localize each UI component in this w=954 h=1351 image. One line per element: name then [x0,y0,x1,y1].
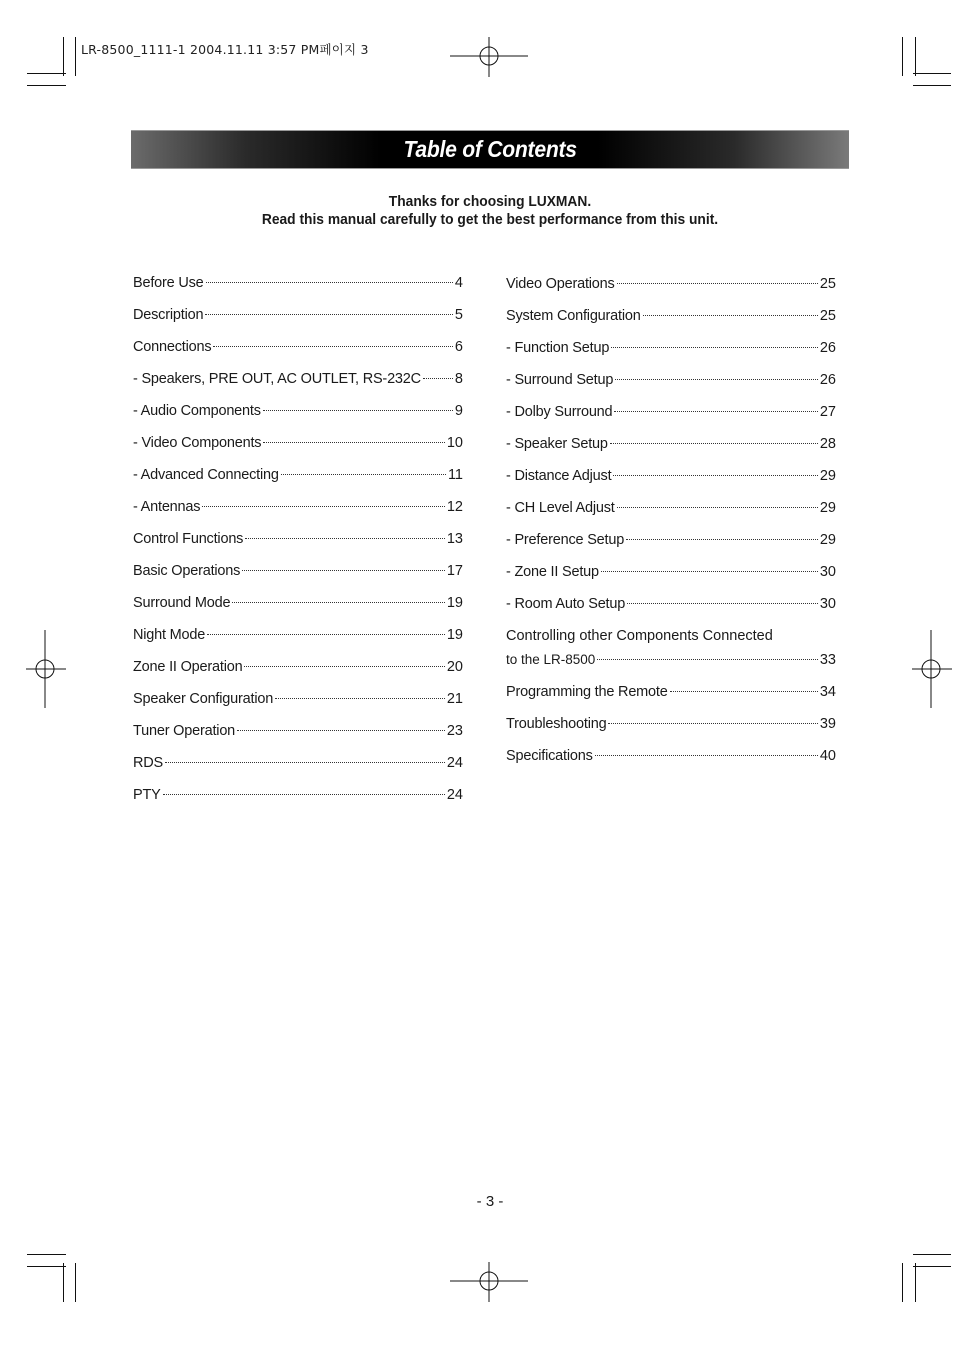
dot-leader [597,659,818,660]
toc-entry-label: - Advanced Connecting [133,467,279,483]
toc-entry[interactable] [506,714,836,746]
toc-entry-page: 28 [819,436,836,452]
toc-entry[interactable] [133,433,463,465]
dot-leader [263,410,453,411]
dot-leader [601,571,818,572]
toc-entry-page: 11 [447,467,463,483]
dot-leader [244,666,444,667]
toc-entry-page: 6 [454,339,463,355]
toc-entry[interactable] [133,529,463,561]
dot-leader [281,474,446,475]
toc-entry[interactable] [506,370,836,402]
dot-leader [627,603,818,604]
toc-entry-page: 27 [819,404,836,420]
toc-entry-label: - Preference Setup [506,532,625,548]
toc-entry-label: Tuner Operation [133,723,236,739]
toc-entry-multiline[interactable] [506,626,836,682]
crop-mark-top-left-h [27,73,66,74]
toc-entry[interactable] [133,497,463,529]
toc-entry-page: 25 [819,308,836,324]
toc-entry-page: 26 [819,372,836,388]
toc-entry-label: Description [133,307,204,323]
crop-mark-bottom-right-h2 [913,1266,951,1267]
crop-mark-top-left-v [63,37,64,76]
crop-mark-top-left-v2 [75,37,76,76]
dot-leader [670,691,818,692]
toc-entry[interactable] [133,689,463,721]
toc-entry-page: 8 [454,371,463,387]
toc-entry-page: 24 [446,787,463,803]
toc-entry[interactable] [133,465,463,497]
toc-entry[interactable] [506,274,836,306]
toc-entry-page: 12 [446,499,463,515]
toc-entry-page: 29 [819,500,836,516]
toc-entry-label: - Function Setup [506,340,610,356]
toc-entry[interactable] [133,273,463,305]
toc-entry-page: 39 [819,716,836,732]
dot-leader [165,762,445,763]
registration-mark-bottom-icon [450,1262,528,1302]
toc-entry[interactable] [506,338,836,370]
toc-entry[interactable] [506,498,836,530]
crop-mark-bottom-left-v2 [75,1263,76,1302]
dot-leader [206,282,453,283]
registration-mark-left-icon [26,630,66,708]
dot-leader [275,698,445,699]
toc-entry-label: Speaker Configuration [133,691,274,707]
toc-entry[interactable] [133,593,463,625]
dot-leader [163,794,445,795]
dot-leader [617,283,818,284]
intro-text [131,193,849,229]
crop-mark-top-right-v [902,37,903,76]
dot-leader [207,634,445,635]
toc-entry-label: PTY [133,787,161,803]
toc-entry-label: - Dolby Surround [506,404,613,420]
dot-leader [202,506,445,507]
toc-entry-label: - Antennas [133,499,201,515]
toc-entry-label: - Surround Setup [506,372,614,388]
dot-leader [626,539,818,540]
toc-entry[interactable] [506,306,836,338]
toc-entry[interactable] [506,562,836,594]
toc-entry-page: 40 [819,748,836,764]
registration-mark-top-icon [450,37,528,77]
dot-leader [237,730,445,731]
registration-mark-right-icon [912,630,952,708]
toc-entry-label: Night Mode [133,627,206,643]
toc-entry-label: Basic Operations [133,563,241,579]
intro-line-1: Thanks for choosing LUXMAN. [388,193,592,210]
toc-entry-label: Surround Mode [133,595,231,611]
dot-leader [213,346,453,347]
toc-entry-page: 13 [446,531,463,547]
toc-entry-label: Programming the Remote [506,684,668,700]
page-number: - 3 - [476,1193,504,1210]
toc-entry[interactable] [133,337,463,369]
toc-entry-label: - Room Auto Setup [506,596,626,612]
crop-mark-bottom-left-v [63,1263,64,1302]
toc-entry-page: 19 [446,595,463,611]
toc-entry-page: 17 [446,563,463,579]
dot-leader [263,442,445,443]
toc-entry-label: System Configuration [506,308,641,324]
toc-entry-page: 20 [446,659,463,675]
dot-leader [242,570,445,571]
dot-leader [595,755,818,756]
toc-entry-page: 29 [819,532,836,548]
toc-entry[interactable] [133,369,463,401]
dot-leader [608,723,817,724]
toc-right-column [506,274,836,778]
toc-entry[interactable] [133,625,463,657]
toc-entry[interactable] [506,434,836,466]
title-banner [131,130,849,169]
toc-entry-page: 24 [446,755,463,771]
toc-entry-label: - Speaker Setup [506,436,608,452]
dot-leader [615,379,818,380]
toc-entry-label: - CH Level Adjust [506,500,615,516]
toc-entry-label: - Zone II Setup [506,564,599,580]
toc-entry-label: Specifications [506,748,593,764]
crop-mark-bottom-right-h [913,1254,951,1255]
toc-entry[interactable] [506,530,836,562]
toc-entry[interactable] [133,753,463,785]
dot-leader [613,475,817,476]
toc-entry-page: 4 [454,275,463,291]
toc-entry-page: 29 [819,468,836,484]
toc-entry-page: 34 [819,684,836,700]
toc-entry-page: 33 [819,652,836,668]
toc-entry-page: 19 [446,627,463,643]
toc-entry[interactable] [506,746,836,778]
toc-entry[interactable] [506,594,836,626]
crop-mark-bottom-left-h [27,1254,66,1255]
dot-leader [205,314,453,315]
toc-entry-page: 26 [819,340,836,356]
toc-entry-page: 9 [454,403,463,419]
dot-leader [643,315,818,316]
toc-entry-page: 10 [446,435,463,451]
toc-entry-label: - Speakers, PRE OUT, AC OUTLET, RS-232C [133,371,421,387]
toc-entry-label: Connections [133,339,212,355]
crop-mark-bottom-right-v [902,1263,903,1302]
dot-leader [232,602,445,603]
crop-mark-top-right-v2 [915,37,916,76]
toc-entry-label-line-1: Controlling other Components Connected [506,628,773,644]
dot-leader [611,347,818,348]
dot-leader [614,411,817,412]
toc-entry-label: - Video Components [133,435,262,451]
toc-entry-label: Video Operations [506,276,615,292]
toc-entry-page: 23 [446,723,463,739]
toc-entry-label-line-2: to the LR-8500 [506,652,596,667]
toc-entry-label: Zone II Operation [133,659,243,675]
toc-entry[interactable] [133,721,463,753]
crop-mark-bottom-right-v2 [915,1263,916,1302]
toc-entry-label: - Audio Components [133,403,261,419]
toc-entry-page: 30 [819,564,836,580]
toc-entry-label: Control Functions [133,531,244,547]
toc-left-column [133,273,463,817]
toc-entry[interactable] [133,305,463,337]
dot-leader [245,538,445,539]
toc-entry[interactable] [506,466,836,498]
crop-mark-top-right-h2 [913,85,951,86]
toc-entry[interactable] [506,402,836,434]
dot-leader [617,507,818,508]
page-title: Table of Contents [403,136,577,162]
print-slug: LR-8500_1111-1 2004.11.11 3:57 PM페이지 3 [81,42,369,57]
toc-entry-page: 5 [454,307,463,323]
toc-entry-page: 21 [446,691,463,707]
toc-entry-line-2 [506,650,836,670]
crop-mark-top-left-h2 [27,85,66,86]
toc-entry-label: RDS [133,755,164,771]
intro-line-2: Read this manual carefully to get the best performance from this unit. [261,211,719,228]
dot-leader [610,443,818,444]
crop-mark-top-right-h [913,73,951,74]
toc-entry-label: Troubleshooting [506,716,607,732]
toc-entry[interactable] [133,401,463,433]
toc-entry[interactable] [506,682,836,714]
dot-leader [423,378,453,379]
toc-entry[interactable] [133,785,463,817]
crop-mark-bottom-left-h2 [27,1266,66,1267]
toc-entry-page: 30 [819,596,836,612]
toc-entry-page: 25 [819,276,836,292]
toc-entry-label: - Distance Adjust [506,468,612,484]
toc-entry-label: Before Use [133,275,204,291]
toc-entry[interactable] [133,561,463,593]
toc-entry[interactable] [133,657,463,689]
